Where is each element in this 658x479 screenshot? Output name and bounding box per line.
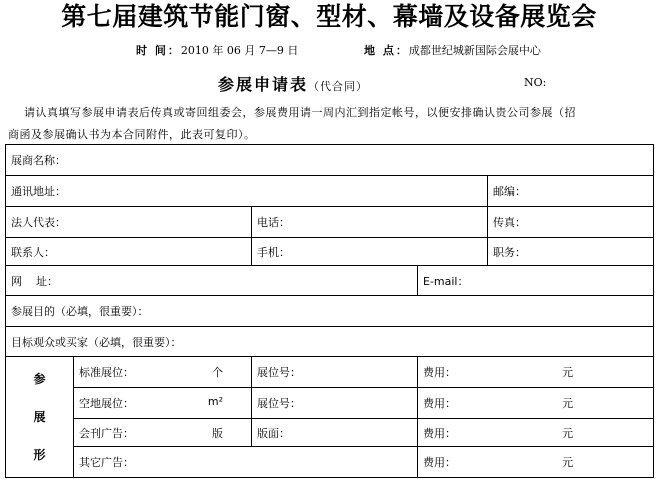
fee-label: 费用： [423,397,456,410]
participation-side-label [6,357,74,478]
page-label: 版面： [257,426,290,440]
fee-label: 费用： [423,456,456,469]
form-title-note: （代合同） [308,80,369,93]
intro-line-1: 请认真填写参展申请表后传真或寄回组委会，参展费用请一周内汇到指定帐号，以便安排确认贵公司参展（招 [24,106,576,119]
application-form-table [5,144,654,478]
time-value: 2010 年 06 月 7—9 日 [180,44,299,57]
legal-rep-field[interactable] [6,207,252,238]
fee-label: 费用： [423,366,456,379]
email-label: E-mail： [423,274,469,288]
email-field[interactable] [418,266,654,296]
position-field[interactable] [488,238,654,266]
contact-label: 联系人： [11,245,55,259]
purpose-label: 参展目的（必填，很重要）： [11,305,149,318]
exhibition-time [136,42,298,58]
time-label: 时 间： [136,44,181,57]
website-field[interactable] [6,266,418,296]
other-ad-field[interactable] [74,447,418,478]
phone-field[interactable] [252,207,488,238]
other-ad-fee-field[interactable] [418,447,654,478]
website-label: 网 址： [11,274,58,288]
catalog-ad-unit: 版 [212,426,223,440]
intro-line-2: 商函及参展确认书为本合同附件，此表可复印）。 [8,128,256,141]
fee-currency: 元 [562,456,574,469]
contact-field[interactable] [6,238,252,266]
side-char-1: 参 [33,372,46,386]
address-label: 通讯地址： [11,185,66,198]
postcode-label: 邮编： [493,185,526,198]
standard-booth-number-field[interactable] [252,357,418,388]
space-booth-unit: m² [207,395,223,408]
exhibitor-name-label: 展商名称： [11,154,66,167]
mobile-field[interactable] [252,238,488,266]
side-char-2: 展 [33,410,46,424]
phone-label: 电话： [257,216,290,229]
address-field[interactable] [6,176,488,207]
fee-label: 费用： [423,426,456,440]
exhibitor-name-field[interactable] [6,145,654,176]
place-label: 地 点： [364,44,409,57]
mobile-label: 手机： [257,245,290,259]
standard-booth-fee-field[interactable] [418,357,654,388]
catalog-ad-field[interactable] [74,419,252,447]
postcode-field[interactable] [488,176,654,207]
standard-booth-unit: 个 [212,366,223,379]
audience-field[interactable] [6,327,654,357]
other-ad-label: 其它广告： [79,456,134,469]
audience-label: 目标观众或买家（必填，很重要）： [11,335,182,349]
standard-booth-label: 标准展位： [79,366,134,379]
catalog-ad-fee-field[interactable] [418,419,654,447]
legal-rep-label: 法人代表： [11,216,66,229]
fax-label: 传真： [493,216,526,229]
space-booth-field[interactable] [74,388,252,419]
fee-currency: 元 [562,397,574,410]
place-value: 成都世纪城新国际会展中心 [408,44,541,57]
catalog-ad-page-field[interactable] [252,419,418,447]
fee-currency: 元 [562,426,574,440]
form-title [218,72,368,95]
booth-number-label: 展位号： [257,397,301,410]
standard-booth-field[interactable] [74,357,252,388]
booth-number-label: 展位号： [257,366,301,379]
side-char-3: 形 [33,448,46,462]
fee-currency: 元 [562,366,574,379]
catalog-ad-label: 会刊广告： [79,426,134,440]
purpose-field[interactable] [6,296,654,327]
position-label: 职务： [493,245,526,259]
fax-field[interactable] [488,207,654,238]
form-number-label: NO: [524,76,547,89]
exhibition-title: 第七届建筑节能门窗、型材、幕墙及设备展览会 [61,2,597,31]
space-booth-fee-field[interactable] [418,388,654,419]
space-booth-label: 空地展位： [79,397,134,410]
exhibition-place [364,42,541,58]
form-title-text: 参展申请表 [218,75,309,94]
space-booth-number-field[interactable] [252,388,418,419]
